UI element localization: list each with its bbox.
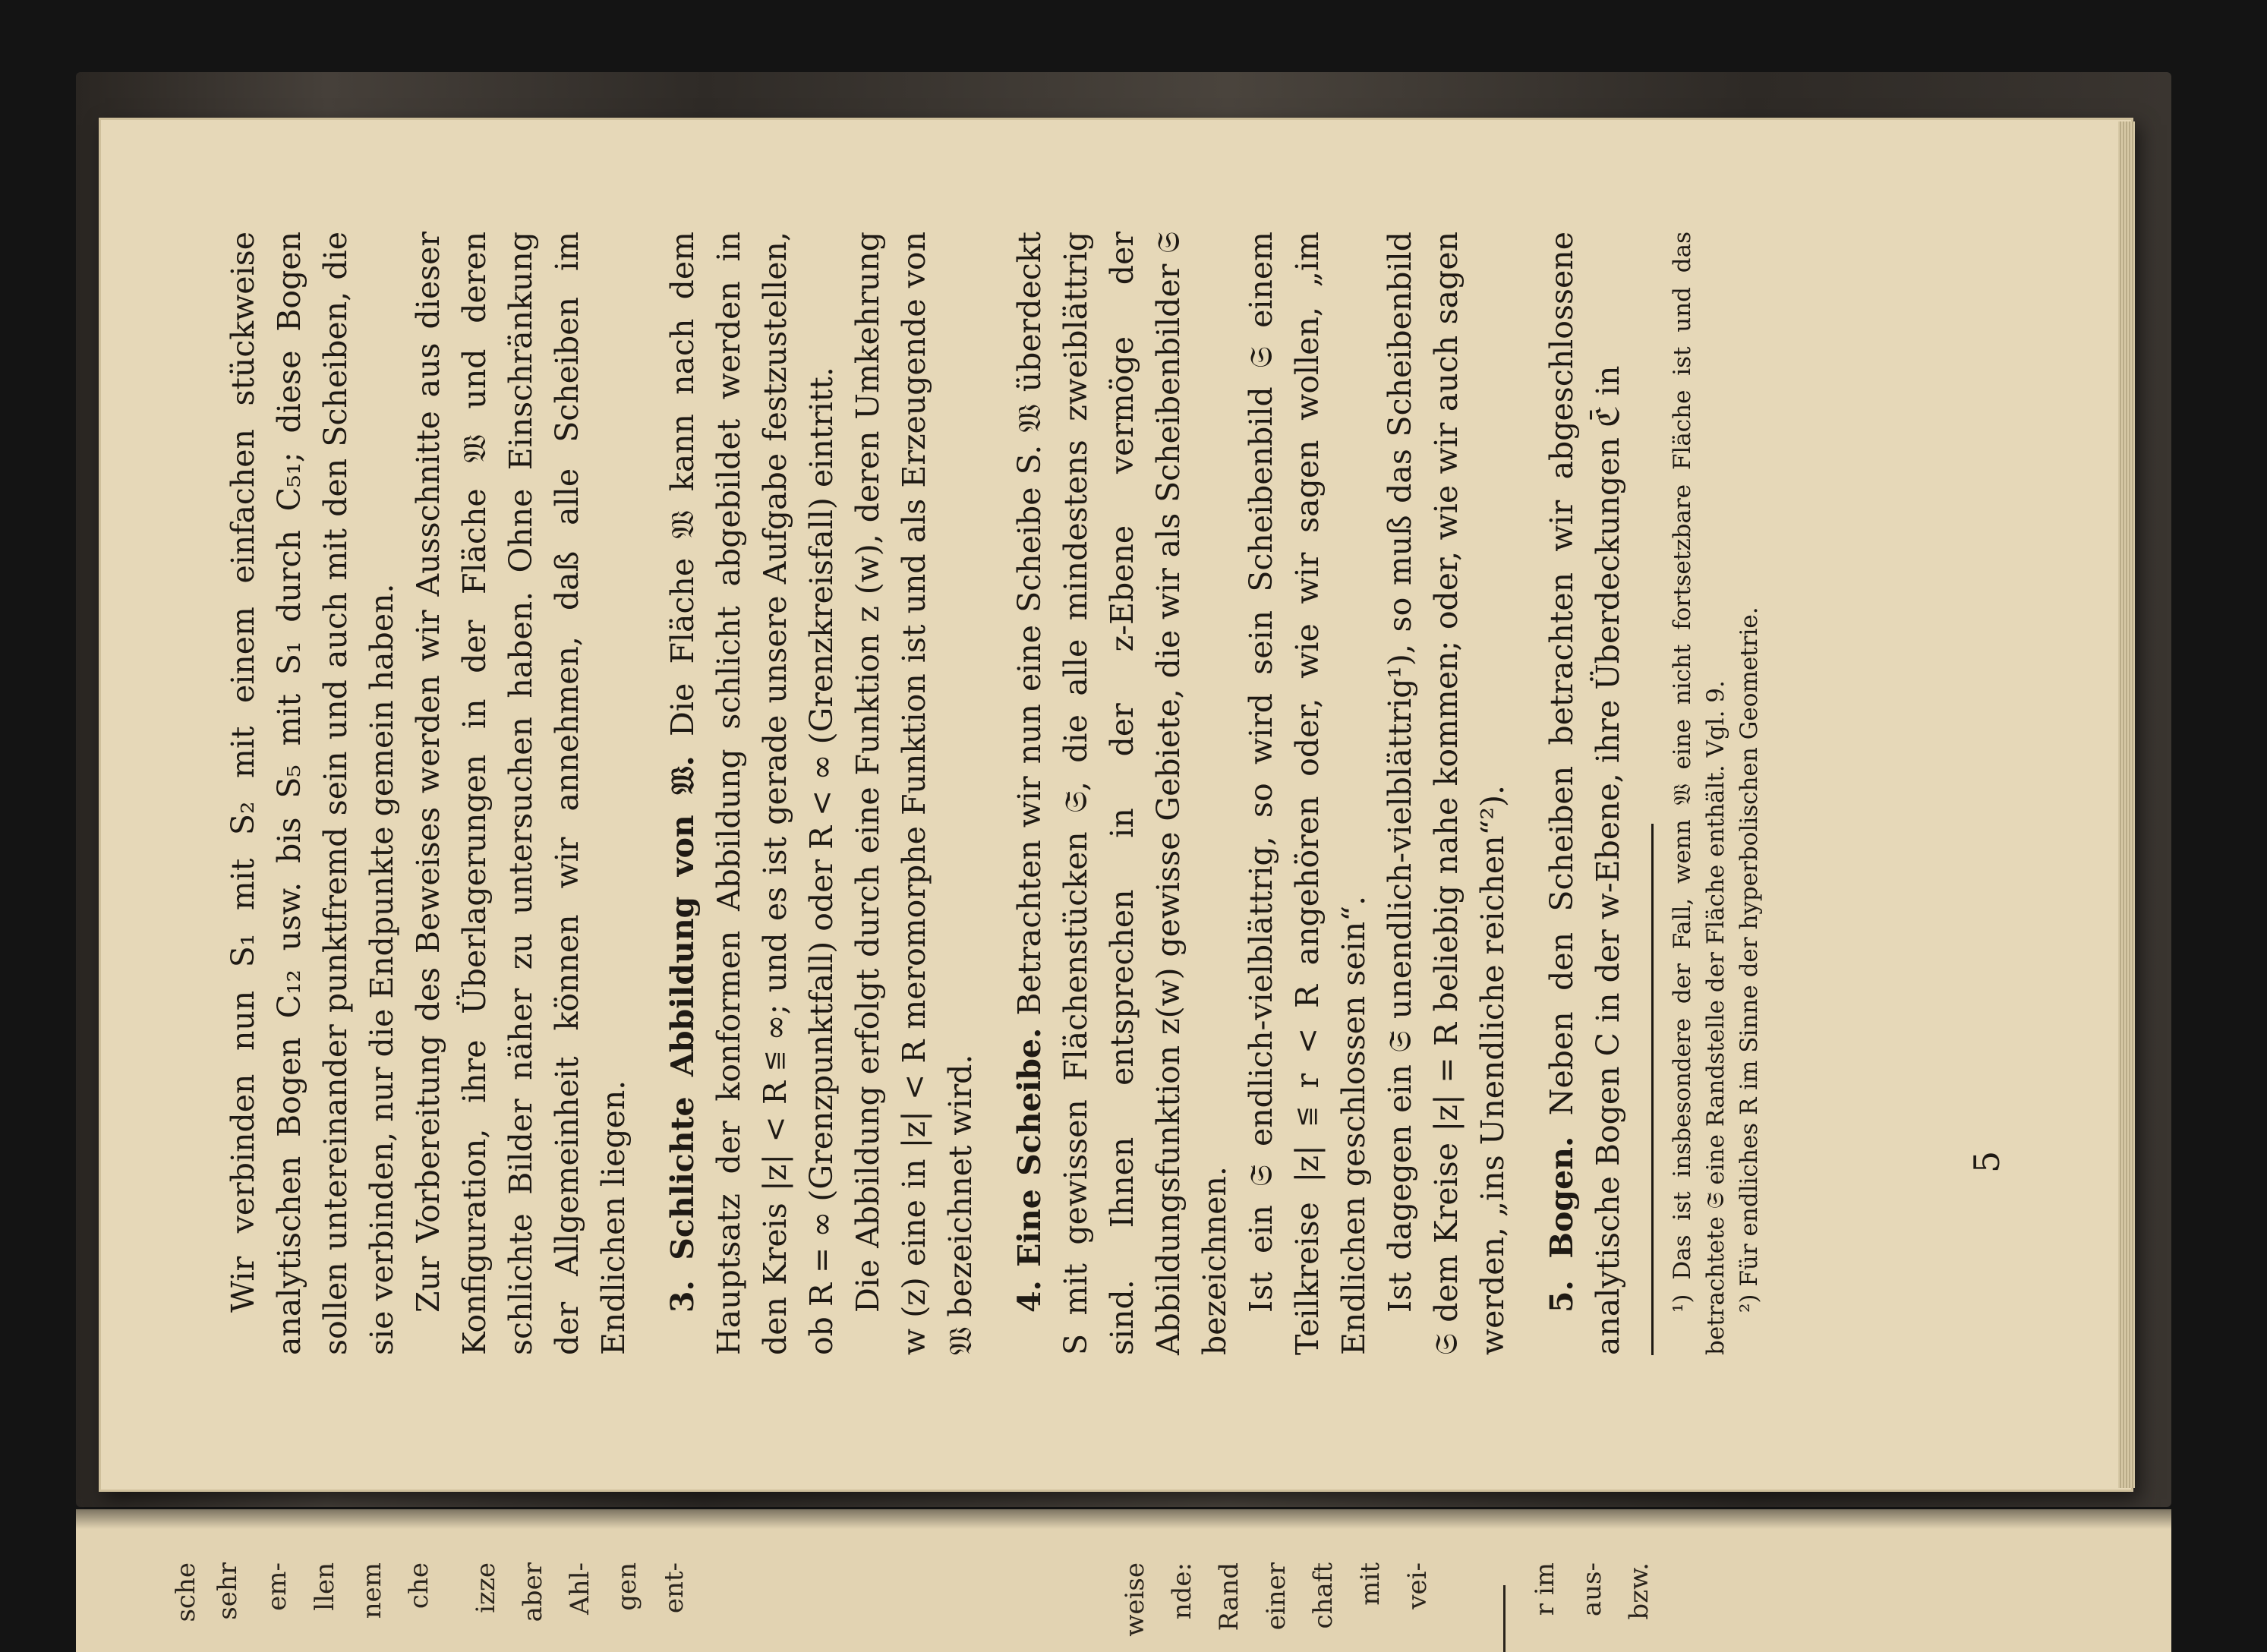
section-5-heading: 5. Bogen. [1543,1136,1580,1313]
verso-fragment: em- [262,1562,292,1611]
verso-fragment: chaft [1308,1562,1338,1629]
page-edges [2118,121,2135,1488]
verso-fragment: sche [171,1562,201,1622]
gutter-shadow [76,1509,2171,1529]
page-text [220,232,1766,1355]
footnote-rule [1651,824,1654,1355]
verso-footnote-rule [1503,1585,1506,1652]
verso-fragment: aus- [1577,1562,1607,1617]
verso-fragment: r im [1530,1562,1560,1616]
verso-fragment: Rand [1214,1562,1244,1632]
paragraph-6: Ist ein 𝔖̄ endlich-vielblättrig, so wird sein Scheibenbild 𝔖 einem Teilkreise |z| ≦ r < R angehören oder, wie wir sagen wollen, „im Endlichen geschlossen sein“. [1243,232,1372,1355]
section-5-paragraph: 5. Bogen. Neben den Scheiben betrachten wir abgeschlossene analytische Bogen C in der w-Ebene, ihre Überdeckungen ℭ̄ in [1543,232,1626,1355]
footnote-1: ¹) Das ist insbesondere der Fall, wenn 𝔚 eine nicht fortsetzbare Fläche ist und das betrachtete 𝔖̄ eine Randstelle der Fläche enthält. Vgl. 9. [1669,232,1729,1355]
verso-page [76,1509,2171,1652]
verso-fragment: mit [1355,1562,1386,1606]
verso-fragment: nde: [1167,1562,1197,1620]
verso-fragment: vei- [1402,1562,1433,1609]
section-4-heading: 4. Eine Scheibe. [1011,1027,1048,1313]
section-3-heading: 3. Schlichte Abbildung von 𝔚. [664,755,701,1313]
verso-fragment: llen [310,1562,340,1611]
verso-fragment: izze [471,1562,501,1613]
page-number: 5 [1966,1150,2007,1173]
verso-fragment: gen [612,1562,642,1611]
verso-fragment: aber [518,1562,548,1622]
verso-fragment: ent- [659,1562,689,1614]
paragraph-7: Ist dagegen ein 𝔖̄ unendlich-vielblättrig¹), so muß das Scheibenbild 𝔖 dem Kreise |z| = R beliebig nahe kommen; oder, wie wir auch sagen werden, „ins Unendliche reichen“²). [1382,232,1511,1355]
paragraph-1: Wir verbinden nun S₁ mit S₂ mit einem einfachen stückweise analytischen Bogen C₁₂ usw. bis S₅ mit S₁ durch C₅₁; diese Bogen sollen untereinander punktfremd sein und auch mit den Scheiben, die sie verbinden, nur die Endpunkte gemein haben. [225,232,400,1355]
paragraph-2: Zur Vorbereitung des Beweises werden wir Ausschnitte aus dieser Konfiguration, ihre Überlagerungen in der Fläche 𝔚 und deren schlichte Bilder näher zu untersuchen haben. Ohne Einschränkung der Allgemeinheit können wir annehmen, daß alle Scheiben im Endlichen liegen. [410,232,632,1355]
verso-fragment: bzw. [1624,1562,1654,1620]
verso-fragment: Ahl- [565,1562,595,1615]
verso-fragment: sehr [213,1562,243,1620]
footnote-2: ²) Für endliches R im Sinne der hyperbolischen Geometrie. [1736,607,1763,1313]
verso-fragment: che [404,1562,434,1609]
section-4-paragraph: 4. Eine Scheibe. Betrachten wir nun eine Scheibe S. 𝔚 überdeckt S mit gewissen Flächenstücken 𝔖̄, die alle mindestens zweiblättrig sind. Ihnen entsprechen in der z-Ebene vermöge der Abbildungsfunktion z(w) gewisse Gebiete, die wir als Scheibenbilder 𝔖 bezeichnen. [1011,231,1233,1355]
section-3-paragraph: 3. Schlichte Abbildung von 𝔚. Die Fläche 𝔚 kann nach dem Hauptsatz der konformen Abbildung schlicht abgebildet werden in den Kreis |z| < R ≦ ∞; und es ist gerade unsere Aufgabe festzustellen, ob R = ∞ (Grenzpunktfall) oder R < ∞ (Grenzkreisfall) eintritt. [664,232,840,1355]
verso-fragment: einer [1261,1562,1291,1631]
verso-fragment: nem [357,1562,387,1619]
verso-fragment: weise [1120,1562,1150,1637]
paragraph-4: Die Abbildung erfolgt durch eine Funktion z (w), deren Umkehrung w (z) eine in |z| < R meromorphe Funktion ist und als Erzeugende von 𝔚 bezeichnet wird. [850,232,979,1355]
